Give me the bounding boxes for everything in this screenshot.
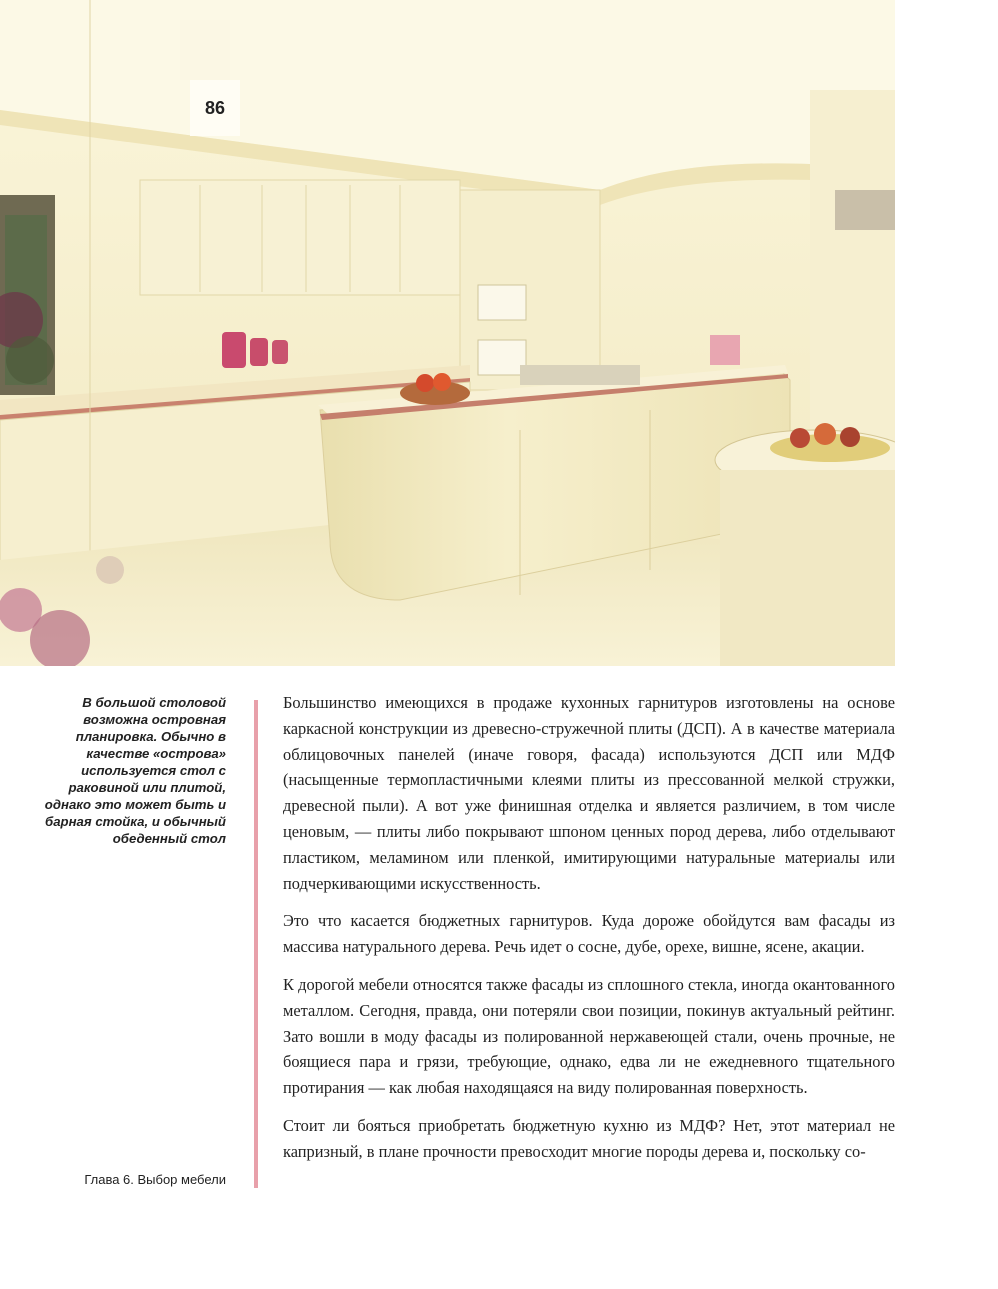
kitchen-photo bbox=[0, 0, 895, 666]
photo-caption: В большой столовой возможна островная планировка. Обычно в качестве «острова» используется стол с раковиной или плитой, однако это может быть и барная стойка, и обычный обеденный стол bbox=[44, 695, 226, 846]
body-text bbox=[283, 690, 895, 1177]
paragraph: К дорогой мебели относятся также фасады из сплошного стекла, иногда окантованного металлом. Сегодня, правда, они потеряли свои позиции, покинув актуальный рейтинг. Зато вошли в моду фасады из полированной нержавеющей стали, очень прочные, не боящиеся пара и грязи, требующие, однако, едва ли не ежедневного тщательного протирания — как любая находящаяся на виду полированная поверхность. bbox=[283, 974, 895, 1098]
page-number: 86 bbox=[190, 80, 240, 136]
paragraph: Стоит ли бояться приобретать бюджетную кухню из МДФ? Нет, этот материал не капризный, в плане прочности превосходит многие породы дерева и, поскольку со- bbox=[283, 1115, 895, 1161]
accent-rule bbox=[254, 700, 258, 1188]
paragraph: Это что касается бюджетных гарнитуров. Куда дороже обойдутся вам фасады из массива натурального дерева. Речь идет о сосне, дубе, орехе, вишне, ясене, акации. bbox=[283, 911, 895, 957]
chapter-footer: Глава 6. Выбор мебели bbox=[84, 1172, 226, 1187]
paragraph: Большинство имеющихся в продаже кухонных гарнитуров изготовлены на основе каркасной конструкции из древесно-стружечной плиты (ДСП). А в качестве материала облицовочных панелей (иначе говоря, фасада) используются ДСП или МДФ (насыщенные термопластичными клеями плиты из прессованной мелкой стружки, древесной пыли). А вот уже финишная отделка и является различием, в том числе ценовым, — плиты либо покрывают шпоном ценных пород дерева, либо отделывают пластиком, меламином или пленкой, имитирующими натуральные материалы или подчеркивающими искусственность. bbox=[283, 693, 895, 893]
